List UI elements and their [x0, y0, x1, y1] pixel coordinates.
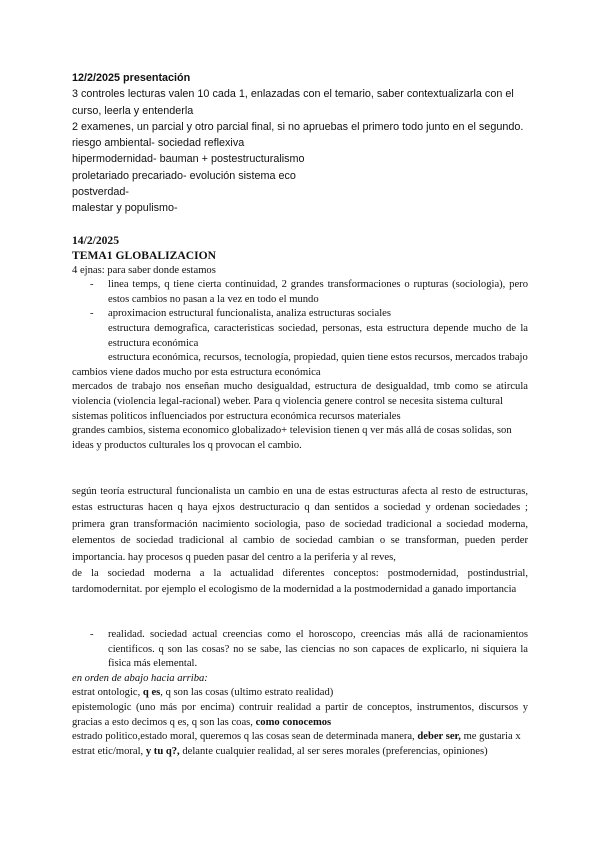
dash-bullet: -: [90, 308, 94, 320]
text-line: 3 controles lecturas valen 10 cada 1, enlazadas con el temario, saber contextualizarla con el curso, leerla y entenderla: [72, 88, 514, 117]
list-item: - linea temps, q tiene cierta continuidad, 2 grandes transformaciones o rupturas (sociologia), pero estos cambios no pasan a la vez en todo el mundo: [90, 279, 528, 305]
estrato-ontologic: estrat ontologic, q es, q son las cosas (ultimo estrato realidad): [72, 687, 334, 699]
paragraph: según teoría estructural funcionalista un cambio en una de estas estructuras afecta al resto de estructuras, estas estructuras hacen q haya ejxos destructuracio q dan sentidos a sociedad y ordenan sociedades ; primera gran transformación nacimiento sociologia, paso de sociedad tradicional a sociedad moderna, elementos de sociedad tradicional al cambio de sociedad cambian o se transforman, pueden perder importancia. hay procesos q pueden pasar del centro a la periferia y al reves,: [72, 486, 528, 563]
section-globalizacion: [72, 234, 528, 453]
order-label: en orden de abajo hacia arriba:: [72, 672, 208, 684]
bullet-list: [72, 628, 528, 672]
section-heading: 12/2/2025 presentación: [72, 72, 191, 84]
intro-line: 4 ejnas: para saber donde estamos: [72, 264, 216, 276]
estrato-epistemologic: epistemologic (uno más por encima) contruir realidad a partir de conceptos, instrumentos, discursos y gracias a esto decimos q es, q son las coas, como conocemos: [72, 701, 528, 728]
paragraph: grandes cambios, sistema economico globalizado+ television tienen q ver más allá de cosas solidas, son ideas y productos culturales los q provocan el cambio.: [72, 425, 512, 451]
text-line: malestar y populismo-: [72, 202, 178, 215]
estrato-politico: estrado politico,estado moral, queremos q las cosas sean de determinada manera, deber ser, me gustaria x: [72, 731, 521, 743]
list-item: - realidad. sociedad actual creencias como el horoscopo, creencias más allá de racionamientos cientificos. q son las cosas? no se sabe, las ciencias no son capaces de explicarlo, ni siquiera la fisica más elemental.: [90, 629, 528, 670]
section-estratos: [72, 628, 528, 759]
sub-paragraph: estructura demografica, caracteristicas sociedad, personas, esta estructura depende mucho de la estructura económica: [108, 322, 528, 349]
paragraph: cambios viene dados mucho por esta estructura económica: [72, 366, 321, 378]
section-teoria: [72, 484, 528, 599]
section-title: TEMA1 GLOBALIZACION: [72, 248, 216, 262]
text-line: hipermodernidad- bauman + postestructuralismo: [72, 153, 305, 166]
paragraph: sistemas politicos influenciados por estructura económica recursos materiales: [72, 410, 401, 422]
text-line: riesgo ambiental- sociedad reflexiva: [72, 137, 245, 150]
text-line: postverdad-: [72, 186, 130, 199]
section-presentacion: [72, 70, 528, 217]
paragraph: de la sociedad moderna a la actualidad diferentes conceptos: postmodernidad, postindustrial, tardomodernitat. por ejemplo el ecologismo de la modernidad a la postmodernidad a ganado importancia: [72, 568, 528, 596]
text-line: proletariado precariado- evolución sistema eco: [72, 169, 296, 182]
paragraph: mercados de trabajo nos enseñan mucho desigualdad, estructura de desigualdad, tmb como se atircula violencia (violencia legal-racional) weber. Para q violencia genere control se necesita sistema cultural: [72, 381, 528, 407]
list-item: - aproximacion estructural funcionalista, analiza estructuras sociales: [72, 307, 528, 322]
section-date: 14/2/2025: [72, 234, 120, 247]
dash-bullet: -: [90, 629, 94, 640]
bullet-list: [72, 278, 528, 322]
estrato-etic: estrat etic/moral, y tu q?, delante cualquier realidad, al ser seres morales (preferencias, opiniones): [72, 745, 488, 757]
text-line: 2 examenes, un parcial y otro parcial final, si no apruebas el primero todo junto en el segundo.: [72, 120, 524, 133]
dash-bullet: -: [90, 279, 94, 291]
sub-paragraph: estructura económica, recursos, tecnología, propiedad, quien tiene estos recursos, mercados trabajo: [108, 352, 528, 364]
